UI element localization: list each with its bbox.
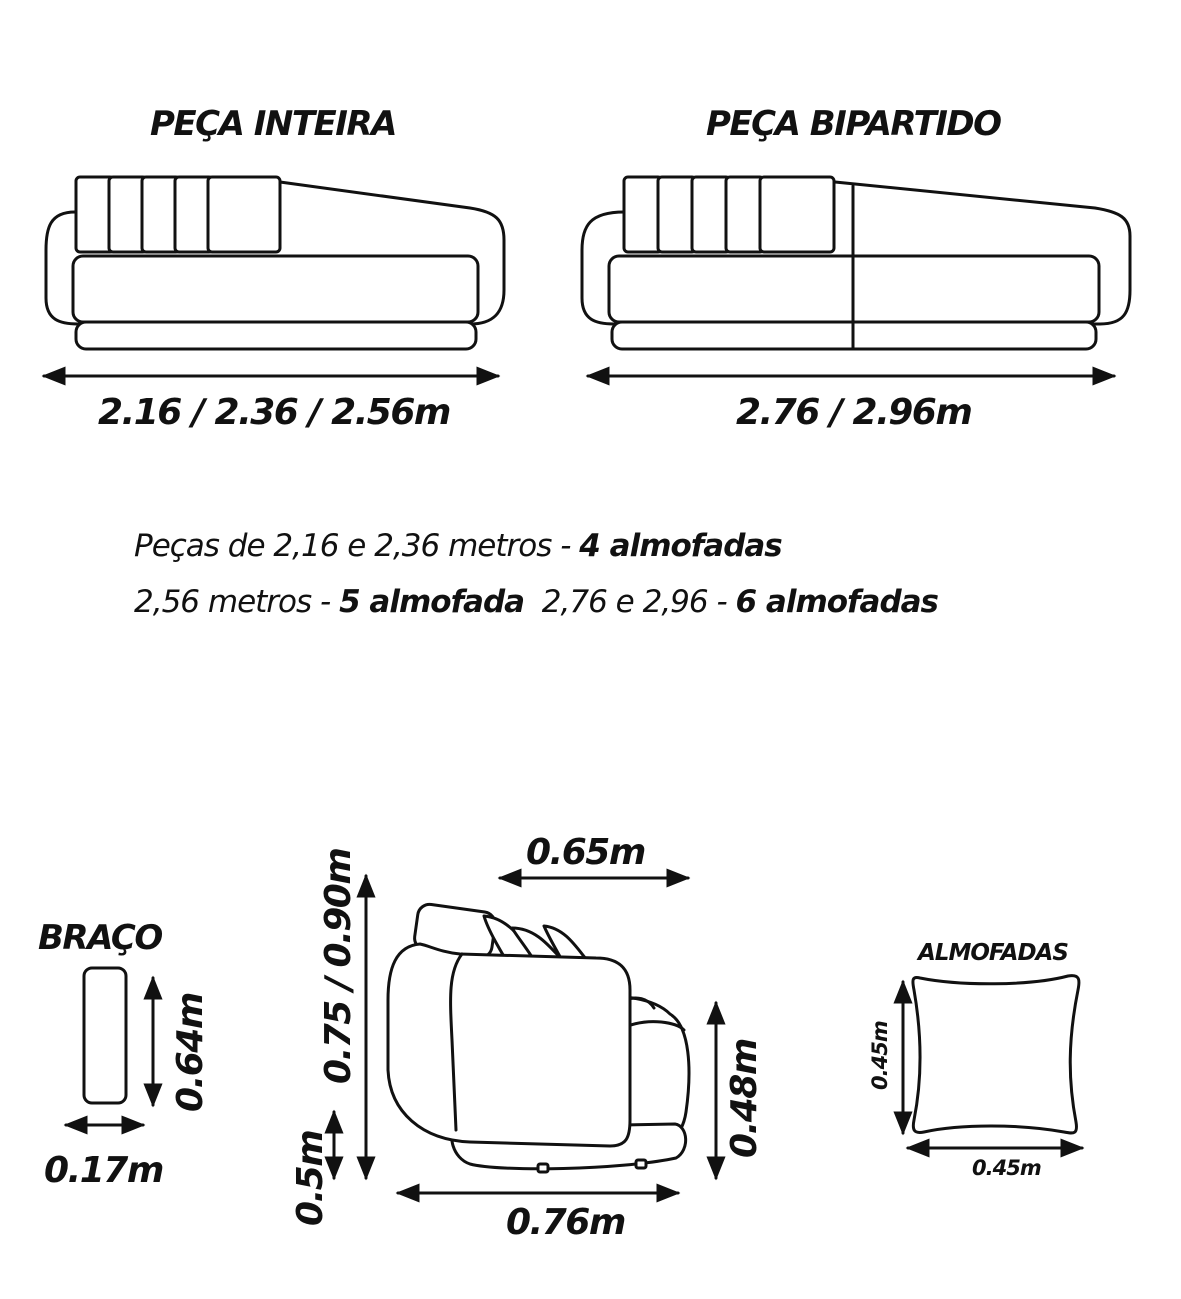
braco-height-label: 0.64m <box>170 993 211 1112</box>
braco-drawing <box>66 968 153 1125</box>
title-peca-bipartido: PEÇA BIPARTIDO <box>706 104 1001 144</box>
side-view-arm <box>388 944 630 1146</box>
almofadas-drawing <box>903 976 1082 1148</box>
braco-shape <box>84 968 126 1103</box>
note-line-2 <box>134 584 938 620</box>
almofadas-height-label: 0.45m <box>868 1021 892 1090</box>
note-line-1 <box>134 528 782 564</box>
side-top-label: 0.65m <box>526 832 645 873</box>
almofadas-title: ALMOFADAS <box>918 940 1068 966</box>
braco-width-label: 0.17m <box>44 1150 163 1191</box>
side-base-label: 0.5m <box>290 1130 331 1226</box>
almofadas-width-label: 0.45m <box>972 1156 1041 1180</box>
sofa-bipartido-cushions <box>624 177 834 252</box>
sofa-bipartido-drawing <box>582 177 1130 376</box>
sofa-inteira-base <box>76 322 476 349</box>
label-width-bipartido: 2.76 / 2.96m <box>736 392 972 433</box>
note-line-2-text-a: 2,56 metros - <box>134 584 340 620</box>
side-seat-label: 0.48m <box>724 1039 765 1158</box>
sofa-inteira-drawing <box>44 177 504 376</box>
label-width-inteira: 2.16 / 2.36 / 2.56m <box>98 392 450 433</box>
side-depth-label: 0.76m <box>506 1202 625 1243</box>
side-height-label: 0.75 / 0.90m <box>318 848 359 1084</box>
note-line-1-text: Peças de 2,16 e 2,36 metros - <box>134 528 580 564</box>
sofa-inteira-cushions <box>76 177 280 252</box>
almofada-shape <box>913 976 1079 1133</box>
title-peca-inteira: PEÇA INTEIRA <box>150 104 396 144</box>
note-line-1-bold: 4 almofadas <box>579 528 782 564</box>
note-line-2-text-b: 2,76 e 2,96 - <box>524 584 736 620</box>
braco-title: BRAÇO <box>38 918 162 958</box>
sofa-inteira-seat <box>73 256 478 322</box>
note-line-2-bold-a: 5 almofada <box>339 584 525 620</box>
side-view-drawing <box>334 876 716 1193</box>
note-line-2-bold-b: 6 almofadas <box>735 584 939 620</box>
